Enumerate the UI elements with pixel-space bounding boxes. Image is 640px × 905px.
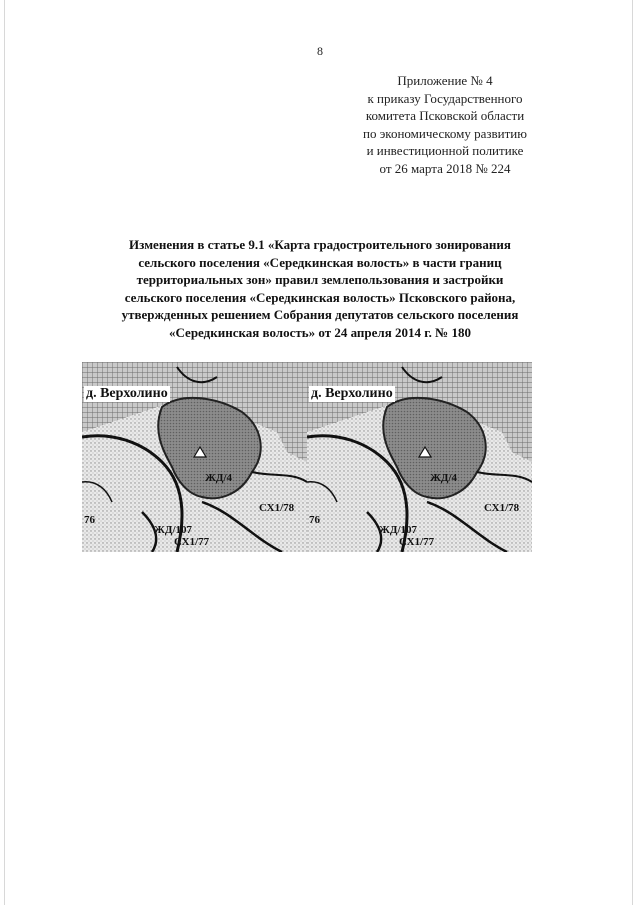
appendix-header — [330, 72, 560, 177]
appendix-line: и инвестиционной политике — [366, 143, 524, 158]
zone-label-sx177: СХ1/77 — [174, 536, 210, 548]
map-after — [307, 362, 532, 552]
document-title — [70, 236, 570, 342]
appendix-line: по экономическому развитию — [363, 125, 527, 141]
village-label: д. Верхолино — [311, 386, 393, 401]
appendix-line: комитета Псковской области — [365, 108, 525, 123]
zone-label-zh107: ЖД/107 — [154, 524, 193, 536]
zone-label-zh4: ЖД/4 — [430, 472, 458, 484]
title-line: утвержденных решением Собрания депутатов сельского поселения — [121, 307, 519, 323]
scan-edge-right — [632, 0, 633, 905]
zone-label-sx178: СХ1/78 — [259, 502, 295, 514]
appendix-line: к приказу Государственного — [367, 90, 523, 106]
zoning-map-fragments — [82, 362, 532, 552]
map-before — [82, 362, 307, 552]
zone-label-sx177: СХ1/77 — [399, 536, 435, 548]
zone-label-sx178: СХ1/78 — [484, 502, 520, 514]
title-line: Изменения в статье 9.1 «Карта градостроительного зонирования — [129, 237, 511, 252]
zone-label-zh4: ЖД/4 — [205, 472, 233, 484]
title-line: сельского поселения «Середкинская волость» Псковского района, — [124, 289, 516, 305]
zone-label-zh107: ЖД/107 — [379, 524, 418, 536]
zone-label-76: 76 — [84, 514, 95, 526]
title-line: территориальных зон» правил землепользования и застройки — [136, 272, 504, 288]
title-line: сельского поселения «Середкинская волость» в части границ — [138, 254, 502, 270]
zone-label-76: 76 — [309, 514, 320, 526]
appendix-line: от 26 марта 2018 № 224 — [379, 160, 511, 176]
scan-edge-left — [4, 0, 5, 905]
page-number: 8 — [317, 44, 323, 58]
village-label: д. Верхолино — [86, 386, 168, 401]
title-line: «Середкинская волость» от 24 апреля 2014 г. № 180 — [169, 324, 471, 340]
appendix-line: Приложение № 4 — [397, 73, 493, 88]
